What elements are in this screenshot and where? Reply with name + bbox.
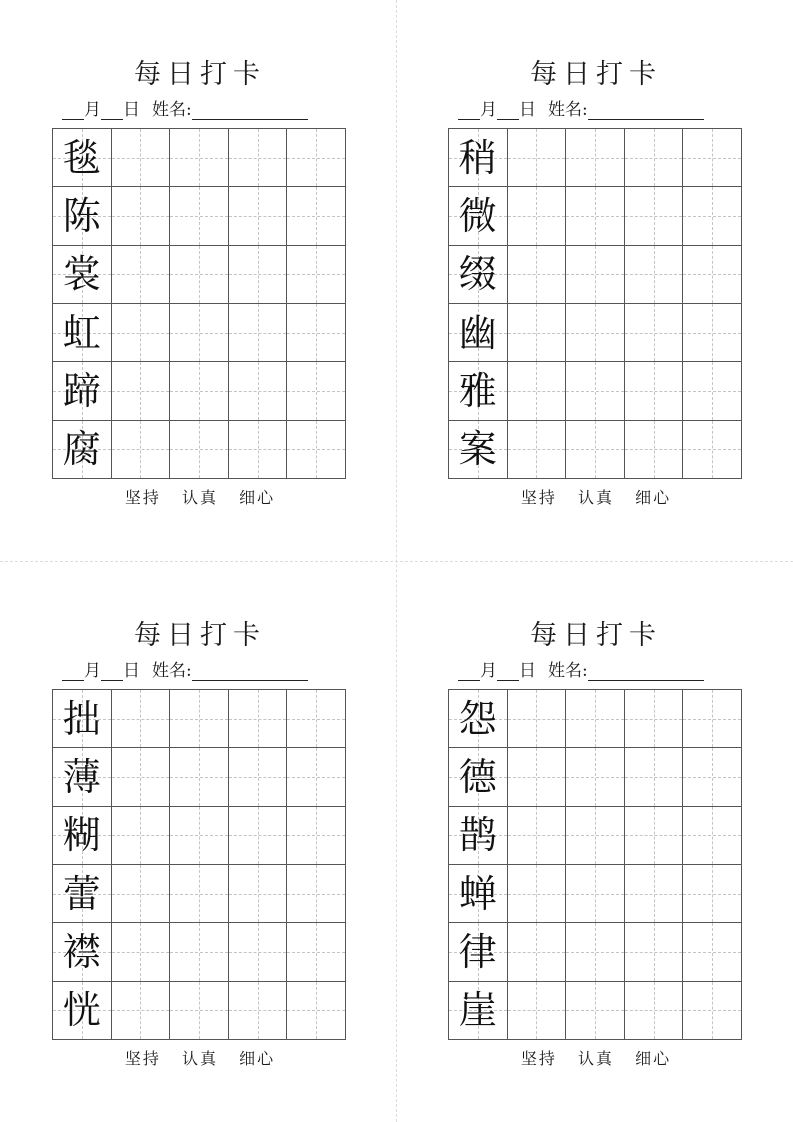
practice-cell xyxy=(625,129,684,187)
practice-cell xyxy=(287,982,346,1040)
practice-cell xyxy=(112,362,171,420)
practice-cell xyxy=(625,807,684,865)
day-label: 日 xyxy=(123,661,140,681)
date-name-line xyxy=(62,94,348,120)
practice-cell xyxy=(287,865,346,923)
practice-cell xyxy=(170,187,229,245)
model-character-cell xyxy=(53,421,112,479)
model-character: 襟 xyxy=(62,929,101,974)
month-blank[interactable] xyxy=(458,662,480,681)
model-character-cell xyxy=(449,923,508,981)
model-character: 崖 xyxy=(458,988,497,1033)
practice-cell xyxy=(170,748,229,806)
practice-cell xyxy=(112,246,171,304)
model-character: 腐 xyxy=(62,427,101,472)
model-character: 缀 xyxy=(458,252,497,297)
practice-cell xyxy=(566,362,625,420)
practice-cell xyxy=(683,865,742,923)
practice-cell xyxy=(683,421,742,479)
practice-cell xyxy=(287,690,346,748)
model-character-cell xyxy=(53,690,112,748)
practice-cell xyxy=(683,129,742,187)
practice-cell xyxy=(287,246,346,304)
practice-cell xyxy=(229,982,288,1040)
practice-cell xyxy=(170,982,229,1040)
model-character: 怨 xyxy=(458,696,497,741)
practice-cell xyxy=(508,865,567,923)
writing-grid xyxy=(52,128,346,479)
model-character-cell xyxy=(53,865,112,923)
model-character: 恍 xyxy=(62,988,101,1033)
date-name-line xyxy=(458,94,744,120)
practice-cell xyxy=(112,187,171,245)
model-character-cell xyxy=(53,304,112,362)
practice-cell xyxy=(170,923,229,981)
model-character: 微 xyxy=(458,193,497,238)
horizontal-cut-line xyxy=(0,561,793,562)
practice-cell xyxy=(170,690,229,748)
practice-cell xyxy=(508,748,567,806)
practice-cell xyxy=(229,690,288,748)
card-title: 每日打卡 xyxy=(134,59,266,90)
model-character: 鹊 xyxy=(458,813,497,858)
practice-cell xyxy=(287,129,346,187)
practice-cell xyxy=(112,807,171,865)
practice-cell xyxy=(287,748,346,806)
model-character-cell xyxy=(449,865,508,923)
practice-cell xyxy=(287,362,346,420)
motto-text: 坚持 认真 细心 xyxy=(124,1049,276,1068)
practice-cell xyxy=(229,129,288,187)
month-blank[interactable] xyxy=(62,662,84,681)
practice-cell xyxy=(287,923,346,981)
day-blank[interactable] xyxy=(497,662,519,681)
practice-cell xyxy=(508,246,567,304)
practice-cell xyxy=(566,129,625,187)
practice-cell xyxy=(566,865,625,923)
practice-cell xyxy=(566,187,625,245)
practice-cell xyxy=(508,807,567,865)
practice-cell xyxy=(683,246,742,304)
model-character: 稍 xyxy=(458,135,497,180)
motto-text: 坚持 认真 细心 xyxy=(520,488,672,507)
practice-cell xyxy=(508,982,567,1040)
practice-cell xyxy=(566,304,625,362)
practice-cell xyxy=(625,246,684,304)
model-character-cell xyxy=(449,304,508,362)
practice-cell xyxy=(229,421,288,479)
model-character-cell xyxy=(53,362,112,420)
name-blank[interactable] xyxy=(588,101,704,120)
practice-card xyxy=(446,56,746,516)
practice-cell xyxy=(112,690,171,748)
practice-cell xyxy=(566,421,625,479)
model-character-cell xyxy=(53,807,112,865)
month-label: 月 xyxy=(84,100,101,120)
card-title: 每日打卡 xyxy=(530,59,662,90)
practice-cell xyxy=(508,304,567,362)
model-character: 幽 xyxy=(458,310,497,355)
practice-cell xyxy=(683,982,742,1040)
practice-cell xyxy=(229,362,288,420)
card-title: 每日打卡 xyxy=(530,620,662,651)
model-character: 薄 xyxy=(62,754,101,799)
model-character-cell xyxy=(449,982,508,1040)
practice-cell xyxy=(170,865,229,923)
model-character-cell xyxy=(53,246,112,304)
practice-cell xyxy=(229,246,288,304)
practice-cell xyxy=(566,246,625,304)
practice-cell xyxy=(625,865,684,923)
practice-cell xyxy=(508,129,567,187)
practice-cell xyxy=(112,748,171,806)
practice-cell xyxy=(566,923,625,981)
practice-cell xyxy=(683,362,742,420)
model-character-cell xyxy=(53,187,112,245)
practice-cell xyxy=(229,187,288,245)
practice-cell xyxy=(287,187,346,245)
practice-cell xyxy=(112,304,171,362)
day-blank[interactable] xyxy=(497,101,519,120)
practice-cell xyxy=(508,690,567,748)
practice-cell xyxy=(287,807,346,865)
practice-cell xyxy=(508,362,567,420)
practice-cell xyxy=(112,923,171,981)
model-character-cell xyxy=(449,748,508,806)
model-character-cell xyxy=(449,362,508,420)
practice-cell xyxy=(287,304,346,362)
practice-cell xyxy=(683,690,742,748)
month-blank[interactable] xyxy=(458,101,480,120)
practice-cell xyxy=(112,129,171,187)
day-label: 日 xyxy=(519,661,536,681)
practice-cell xyxy=(566,807,625,865)
model-character: 案 xyxy=(458,427,497,472)
day-label: 日 xyxy=(123,100,140,120)
motto-text: 坚持 认真 细心 xyxy=(520,1049,672,1068)
model-character-cell xyxy=(449,187,508,245)
model-character: 陈 xyxy=(62,193,101,238)
model-character: 雅 xyxy=(458,368,497,413)
model-character-cell xyxy=(449,246,508,304)
practice-cell xyxy=(170,362,229,420)
card-title: 每日打卡 xyxy=(134,620,266,651)
month-blank[interactable] xyxy=(62,101,84,120)
name-blank[interactable] xyxy=(192,662,308,681)
practice-cell xyxy=(625,982,684,1040)
practice-cell xyxy=(170,246,229,304)
model-character-cell xyxy=(53,748,112,806)
writing-grid xyxy=(52,689,346,1040)
practice-cell xyxy=(625,304,684,362)
model-character: 裳 xyxy=(62,252,101,297)
practice-cell xyxy=(229,865,288,923)
practice-cell xyxy=(112,982,171,1040)
name-label: 姓名: xyxy=(548,661,588,681)
practice-cell xyxy=(170,304,229,362)
month-label: 月 xyxy=(480,661,497,681)
practice-cell xyxy=(625,748,684,806)
date-name-line xyxy=(458,655,744,681)
practice-cell xyxy=(508,421,567,479)
practice-cell xyxy=(625,421,684,479)
practice-cell xyxy=(229,304,288,362)
practice-cell xyxy=(508,187,567,245)
practice-cell xyxy=(683,807,742,865)
model-character-cell xyxy=(53,129,112,187)
writing-grid xyxy=(448,128,742,479)
day-label: 日 xyxy=(519,100,536,120)
model-character: 蕾 xyxy=(62,871,101,916)
model-character-cell xyxy=(53,982,112,1040)
name-label: 姓名: xyxy=(548,100,588,120)
model-character: 虹 xyxy=(62,310,101,355)
model-character-cell xyxy=(449,690,508,748)
practice-cell xyxy=(683,304,742,362)
practice-cell xyxy=(566,748,625,806)
name-blank[interactable] xyxy=(588,662,704,681)
month-label: 月 xyxy=(84,661,101,681)
model-character-cell xyxy=(449,129,508,187)
name-blank[interactable] xyxy=(192,101,308,120)
model-character: 律 xyxy=(458,929,497,974)
practice-card xyxy=(50,56,350,516)
practice-cell xyxy=(625,362,684,420)
practice-card xyxy=(446,617,746,1077)
day-blank[interactable] xyxy=(101,101,123,120)
writing-grid xyxy=(448,689,742,1040)
practice-cell xyxy=(229,807,288,865)
practice-cell xyxy=(625,690,684,748)
model-character: 蝉 xyxy=(458,871,497,916)
practice-cell xyxy=(625,187,684,245)
practice-cell xyxy=(112,865,171,923)
model-character-cell xyxy=(449,807,508,865)
practice-cell xyxy=(683,748,742,806)
practice-cell xyxy=(229,923,288,981)
model-character: 德 xyxy=(458,754,497,799)
practice-cell xyxy=(229,748,288,806)
model-character: 毯 xyxy=(62,135,101,180)
practice-cell xyxy=(683,187,742,245)
model-character: 糊 xyxy=(62,813,101,858)
practice-cell xyxy=(625,923,684,981)
name-label: 姓名: xyxy=(152,661,192,681)
date-name-line xyxy=(62,655,348,681)
practice-cell xyxy=(112,421,171,479)
practice-cell xyxy=(170,129,229,187)
month-label: 月 xyxy=(480,100,497,120)
practice-cell xyxy=(170,421,229,479)
day-blank[interactable] xyxy=(101,662,123,681)
model-character: 拙 xyxy=(62,696,101,741)
model-character-cell xyxy=(53,923,112,981)
practice-cell xyxy=(566,690,625,748)
practice-cell xyxy=(566,982,625,1040)
motto-text: 坚持 认真 细心 xyxy=(124,488,276,507)
model-character-cell xyxy=(449,421,508,479)
practice-cell xyxy=(683,923,742,981)
practice-cell xyxy=(287,421,346,479)
practice-cell xyxy=(170,807,229,865)
practice-cell xyxy=(508,923,567,981)
model-character: 蹄 xyxy=(62,368,101,413)
name-label: 姓名: xyxy=(152,100,192,120)
practice-card xyxy=(50,617,350,1077)
